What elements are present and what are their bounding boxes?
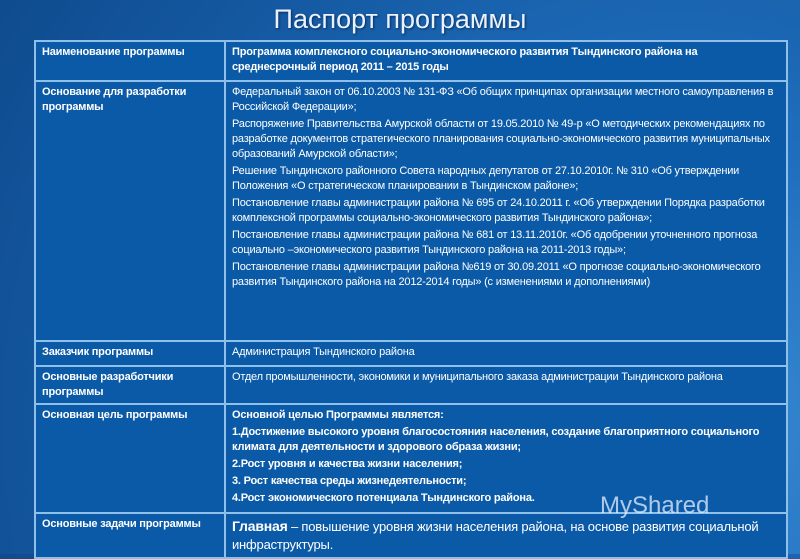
list-item: Решение Тындинского районного Совета народных депутатов от 27.10.2010г. № 310 «Об утверждении Положения «О стратегическом планировании в Тындинском районе»; [232, 165, 740, 192]
list-item: Федеральный закон от 06.10.2003 № 131-ФЗ «Об общих принципах организации местного самоуправления в Российской Федерации»; [232, 86, 774, 113]
row-key: Основная цель программы [35, 404, 225, 513]
row-key: Основные разработчики программы [35, 366, 225, 404]
row-value: Администрация Тындинского района [225, 341, 787, 366]
list-item: 1.Достижение высокого уровня благосостояния населения, создание благоприятного социального климата для деятельности и здорового образа жизни; [232, 426, 760, 453]
list-item: Основной целью Программы является: [232, 409, 444, 421]
lead-word: Главная [232, 518, 288, 534]
row-key: Заказчик программы [35, 341, 225, 366]
row-key: Основание для разработки программы [35, 81, 225, 341]
watermark-logo: MyShared [600, 492, 710, 519]
row-value: Программа комплексного социально-экономического развития Тындинского района на среднесрочный период 2011 – 2015 годы [225, 41, 787, 81]
list-item: Постановление главы администрации района № 681 от 13.11.2010г. «Об одобрении уточненного прогноза социально –экономического развития Тындинского района на 2011-2013 годы»; [232, 229, 758, 256]
list-item: Распоряжение Правительства Амурской области от 19.05.2010 № 49-р «О методических рекомендациях по разработке документов стратегического планирования социально-экономического развития муниципальных образований Амурской области»; [232, 118, 770, 160]
table-row [35, 81, 787, 341]
table-row [35, 341, 787, 366]
list-item: Постановление главы администрации района №619 от 30.09.2011 «О прогнозе социально-экономического развития Тындинского района на 2012-2014 годы» (с изменениями и дополнениями) [232, 261, 761, 288]
row-key: Основные задачи программы [35, 513, 225, 558]
row-value [225, 81, 787, 341]
program-passport-table [34, 40, 788, 559]
table-row [35, 41, 787, 81]
page-title: Паспорт программы [273, 4, 527, 34]
row-key: Наименование программы [35, 41, 225, 81]
list-item: 4.Рост экономического потенциала Тындинского района. [232, 492, 535, 504]
list-item: 3. Рост качества среды жизнедеятельности; [232, 475, 467, 487]
list-item: Постановление главы администрации района № 695 от 24.10.2011 г. «Об утверждении Порядка разработки комплексной программы социально-экономического развития Тындинского района»; [232, 197, 765, 224]
row-value-text: – повышение уровня жизни населения района, на основе развития социальной инфраструктуры. [232, 519, 759, 552]
list-item: 2.Рост уровня и качества жизни населения; [232, 458, 463, 470]
row-value: Отдел промышленности, экономики и муниципального заказа администрации Тындинского района [225, 366, 787, 404]
table-row [35, 366, 787, 404]
